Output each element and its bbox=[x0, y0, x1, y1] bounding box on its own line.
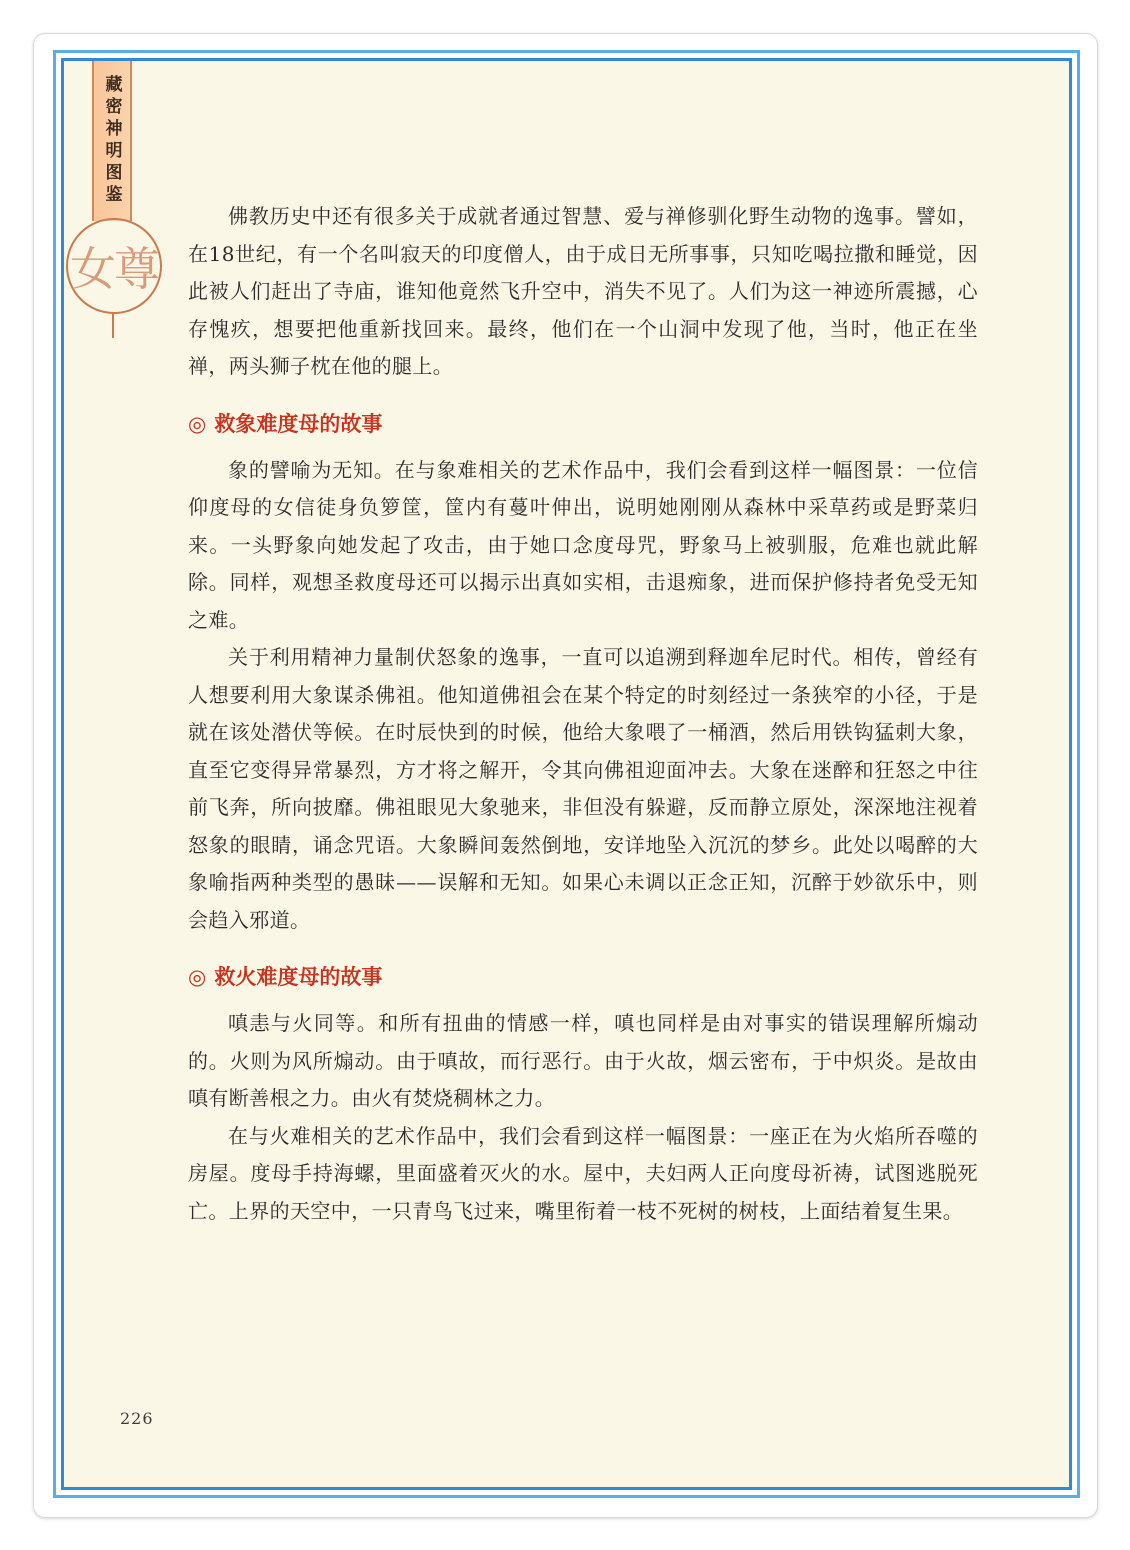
section-heading bbox=[188, 404, 978, 444]
seal-emblem bbox=[66, 218, 162, 314]
body-paragraph: 嗔恚与火同等。和所有扭曲的情感一样，嗔也同样是由对事实的错误理解所煽动的。火则为风所煽动。由于嗔故，而行恶行。由于火故，烟云密布，于中炽炎。是故由嗔有断善根之力。由火有焚烧稠林之力。 bbox=[188, 1011, 978, 1110]
body-paragraph: 关于利用精神力量制伏怒象的逸事，一直可以追溯到释迦牟尼时代。相传，曾经有人想要利用大象谋杀佛祖。他知道佛祖会在某个特定的时刻经过一条狭窄的小径，于是就在该处潜伏等候。在时辰快到的时候，他给大象喂了一桶酒，然后用铁钩猛刺大象，直至它变得异常暴烈，方才将之解开，令其向佛祖迎面冲去。大象在迷醉和狂怒之中往前飞奔，所向披靡。佛祖眼见大象驰来，非但没有躲避，反而静立原处，深深地注视着怒象的眼睛，诵念咒语。大象瞬间轰然倒地，安详地坠入沉沉的梦乡。此处以喝醉的大象喻指两种类型的愚昧——误解和无知。如果心未调以正念正知，沉醉于妙欲乐中，则会趋入邪道。 bbox=[188, 645, 978, 932]
body-paragraph: 象的譬喻为无知。在与象难相关的艺术作品中，我们会看到这样一幅图景：一位信仰度母的女信徒身负箩筐，筐内有蔓叶伸出，说明她刚刚从森林中采草药或是野菜归来。一头野象向她发起了攻击，由于她口念度母咒，野象马上被驯服，危难也就此解除。同样，观想圣救度母还可以揭示出真如实相，击退痴象，进而保护修持者免受无知之难。 bbox=[188, 457, 978, 632]
chapter-side-tab bbox=[92, 61, 132, 221]
section-heading bbox=[188, 957, 978, 997]
seal-stem bbox=[112, 312, 114, 338]
book-title: 藏密神明图鉴 bbox=[101, 75, 122, 207]
body-paragraph: 在与火难相关的艺术作品中，我们会看到这样一幅图景：一座正在为火焰所吞噬的房屋。度母手持海螺，里面盛着灭火的水。屋中，夫妇两人正向度母祈祷，试图逃脱死亡。上界的天空中，一只青鸟飞过来，嘴里衔着一枝不死树的树枝，上面结着复生果。 bbox=[188, 1123, 978, 1223]
section-title: 救火难度母的故事 bbox=[214, 965, 383, 989]
circle-bullet-icon: ◎ bbox=[188, 411, 207, 436]
page-number: 226 bbox=[120, 1409, 154, 1428]
seal-text: 女尊 bbox=[70, 242, 158, 296]
section-fire bbox=[188, 957, 978, 1230]
page-content bbox=[188, 198, 978, 1230]
circle-bullet-icon: ◎ bbox=[188, 965, 207, 989]
section-title: 救象难度母的故事 bbox=[214, 411, 383, 436]
section-elephant bbox=[188, 404, 978, 940]
intro-paragraph: 佛教历史中还有很多关于成就者通过智慧、爱与禅修驯化野生动物的逸事。譬如，在18世纪，有一个名叫寂天的印度僧人，由于成日无所事事，只知吃喝拉撒和睡觉，因此被人们赶出了寺庙，谁知他竟然飞升空中，消失不见了。人们为这一神迹所震撼，心存愧疚，想要把他重新找回来。最终，他们在一个山洞中发现了他，当时，他正在坐禅，两头狮子枕在他的腿上。 bbox=[188, 204, 978, 378]
